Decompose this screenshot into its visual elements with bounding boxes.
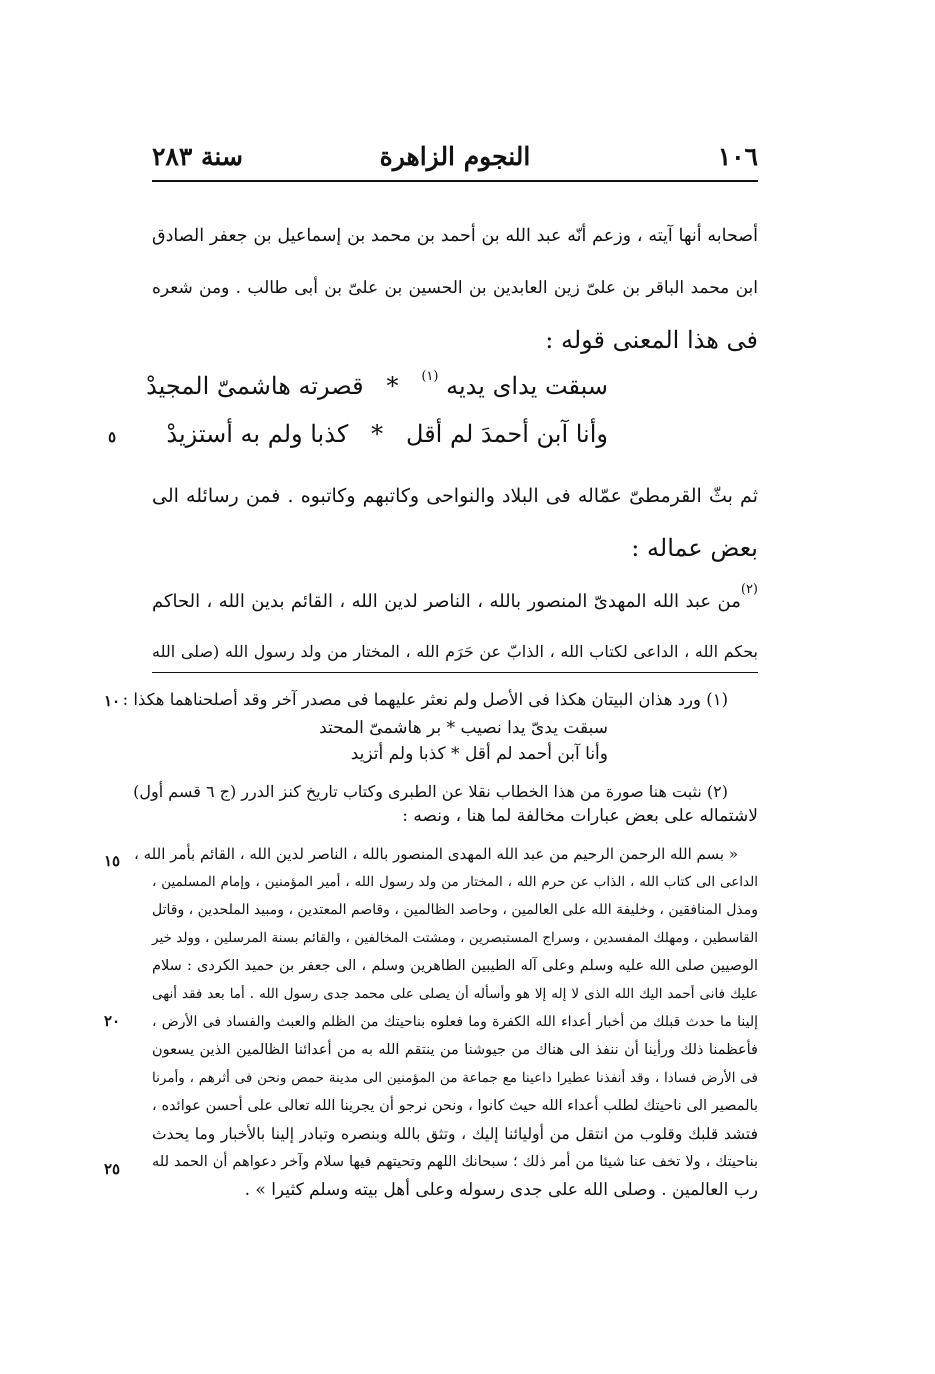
footnote-verse: وأنا آبن أحمد لم أقل * كذبا ولم أتزيد — [350, 744, 608, 764]
footnote-line: رب العالمين . وصلى الله على جدى رسوله وعلى أهل بيته وسلم كثيرا » . — [244, 1180, 758, 1200]
footnote-text: (١) ورد هذان البيتان هكذا فى الأصل ولم نعثر عليهما فى مصدر آخر وقد أصلحناهما هكذا : — [122, 690, 728, 709]
footnote-line: لاشتماله على بعض عبارات مخالفة لما هنا ، ونصه : — [402, 806, 758, 826]
footnote-line: القاسطين ، ومهلك المفسدين ، وسراج المستبصرين ، ومشتت المخالفين ، والقائم بسنة المرسلين ، وولد خير — [152, 930, 758, 946]
verse-hemistich: وأنا آبن أحمدَ لم أقل — [406, 420, 608, 448]
footnote-line: (٢) نثبت هنا صورة من هذا الخطاب نقلا عن الطبرى وكتاب تاريخ كنز الدرر (ج ٦ قسم أول) — [133, 782, 728, 801]
footnote-rule — [152, 672, 758, 673]
footnote-line: الداعى الى كتاب الله ، الذاب عن حرم الله ، المختار من ولد رسول الله ، أمير المؤمنين ، وإمام المسلمين ، — [152, 874, 758, 890]
text-line — [152, 582, 758, 620]
header-rule — [152, 180, 758, 182]
verse-hemistich: قصرته هاشمىّ المجيدْ — [146, 372, 364, 400]
book-title: النجوم الزاهرة — [379, 142, 531, 171]
text-line: فى هذا المعنى قوله : — [545, 326, 758, 354]
line-number: ٢٥ — [103, 1160, 121, 1178]
line-number: ٥ — [107, 428, 117, 446]
footnote-line: إلينا ما حدث قبلك من أخبار أعداء الله الكفرة وما فعلوه بناحيتك من الظلم والعبث والفساد فى الأرض ، — [152, 1014, 758, 1030]
year-label: سنة ٢٨٣ — [152, 142, 243, 171]
text-line: بحكم الله ، الداعى لكتاب الله ، الذابّ عن حَرَم الله ، المختار من ولد رسول الله (صلى الله — [152, 642, 758, 661]
footnote-marker: (١) — [421, 369, 439, 384]
line-number: ٢٠ — [103, 1012, 121, 1030]
footnote-verse: سبقت يدىّ يدا نصيب * بر هاشمىّ المحتد — [319, 718, 608, 738]
footnote-line: فأعظمنا ذلك ورأينا أن ننفذ الى هناك من جيوشنا من ينتقم الله به من أعدائنا الظالمين الذين يسعون — [152, 1042, 758, 1058]
footnote-marker: (٢) — [740, 582, 758, 597]
text-line: بعض عماله : — [631, 534, 758, 562]
text-line-content: من عبد الله المهدىّ المنصور بالله ، الناصر لدين الله ، القائم بدين الله ، الحاكم — [152, 591, 741, 612]
running-header — [152, 138, 758, 182]
footnote-line: بناحيتك ، ولا تخف عنا شيئا من أمر ذلك ؛ سبحانك اللهم وتحيتهم فيها سلام وآخر دعواهم أن الحمد لله — [152, 1154, 758, 1170]
verse-star: * — [371, 420, 384, 448]
footnote-line: بالمصير الى ناحيتك لطلب أعداء الله حيث كانوا ، ونحن نرجو أن يجرينا الله تعالى على أحسن عوائده ، — [152, 1098, 758, 1114]
page-number: ١٠٦ — [717, 142, 758, 171]
verse-star: * — [386, 372, 399, 400]
verse-hemistich: سبقت يداى يديه — [446, 372, 608, 400]
verse-line-2 — [166, 420, 608, 448]
text-line: ابن محمد الباقر بن علىّ زين العابدين بن الحسين بن علىّ بن أبى طالب . ومن شعره — [152, 278, 758, 298]
footnote-line: ومذل المنافقين ، وخليفة الله على العالمين ، وحاصد الظالمين ، وقاصم المعتدين ، ومبيد الملحدين ، وقاتل — [152, 902, 758, 918]
line-number: ١٠ — [103, 692, 121, 710]
line-number: ١٥ — [103, 852, 121, 870]
footnote-line: « بسم الله الرحمن الرحيم من عبد الله المهدى المنصور بالله ، الناصر لدين الله ، القائم بأمر الله ، — [134, 845, 738, 863]
text-line: ثم بثّ القرمطىّ عمّاله فى البلاد والنواحى وكاتبهم وكاتبوه . فمن رسائله الى — [152, 485, 758, 507]
footnote-line: عليك فانى أحمد اليك الله الذى لا إله إلا هو وأسأله أن يصلى على محمد جدى رسول الله . أما بعد فقد أنهى — [152, 986, 758, 1002]
text-line: أصحابه أنها آيته ، وزعم أنّه عبد الله بن أحمد بن محمد بن إسماعيل بن جعفر الصادق — [152, 226, 758, 246]
footnote-line: فتشد قلبك وقلوب من انتقل من أوليائنا إليك ، وتثق بالله وبنصره وتبادر إلينا بالأخبار وما يحدث — [152, 1125, 758, 1143]
footnote-line: الوصيين صلى الله عليه وسلم وعلى آله الطيبين الطاهرين وسلم ، الى جعفر بن حميد الكردى : سلام — [152, 958, 758, 974]
footnote-line: فى الأرض فسادا ، وقد أنفذنا عطيرا داعينا مع جماعة من المؤمنين الى مدينة حمص ونحن فى أثرهم ، وأمرنا — [152, 1070, 758, 1086]
verse-line-1 — [146, 369, 608, 400]
verse-hemistich: كذبا ولم به أستزيدْ — [166, 420, 349, 448]
